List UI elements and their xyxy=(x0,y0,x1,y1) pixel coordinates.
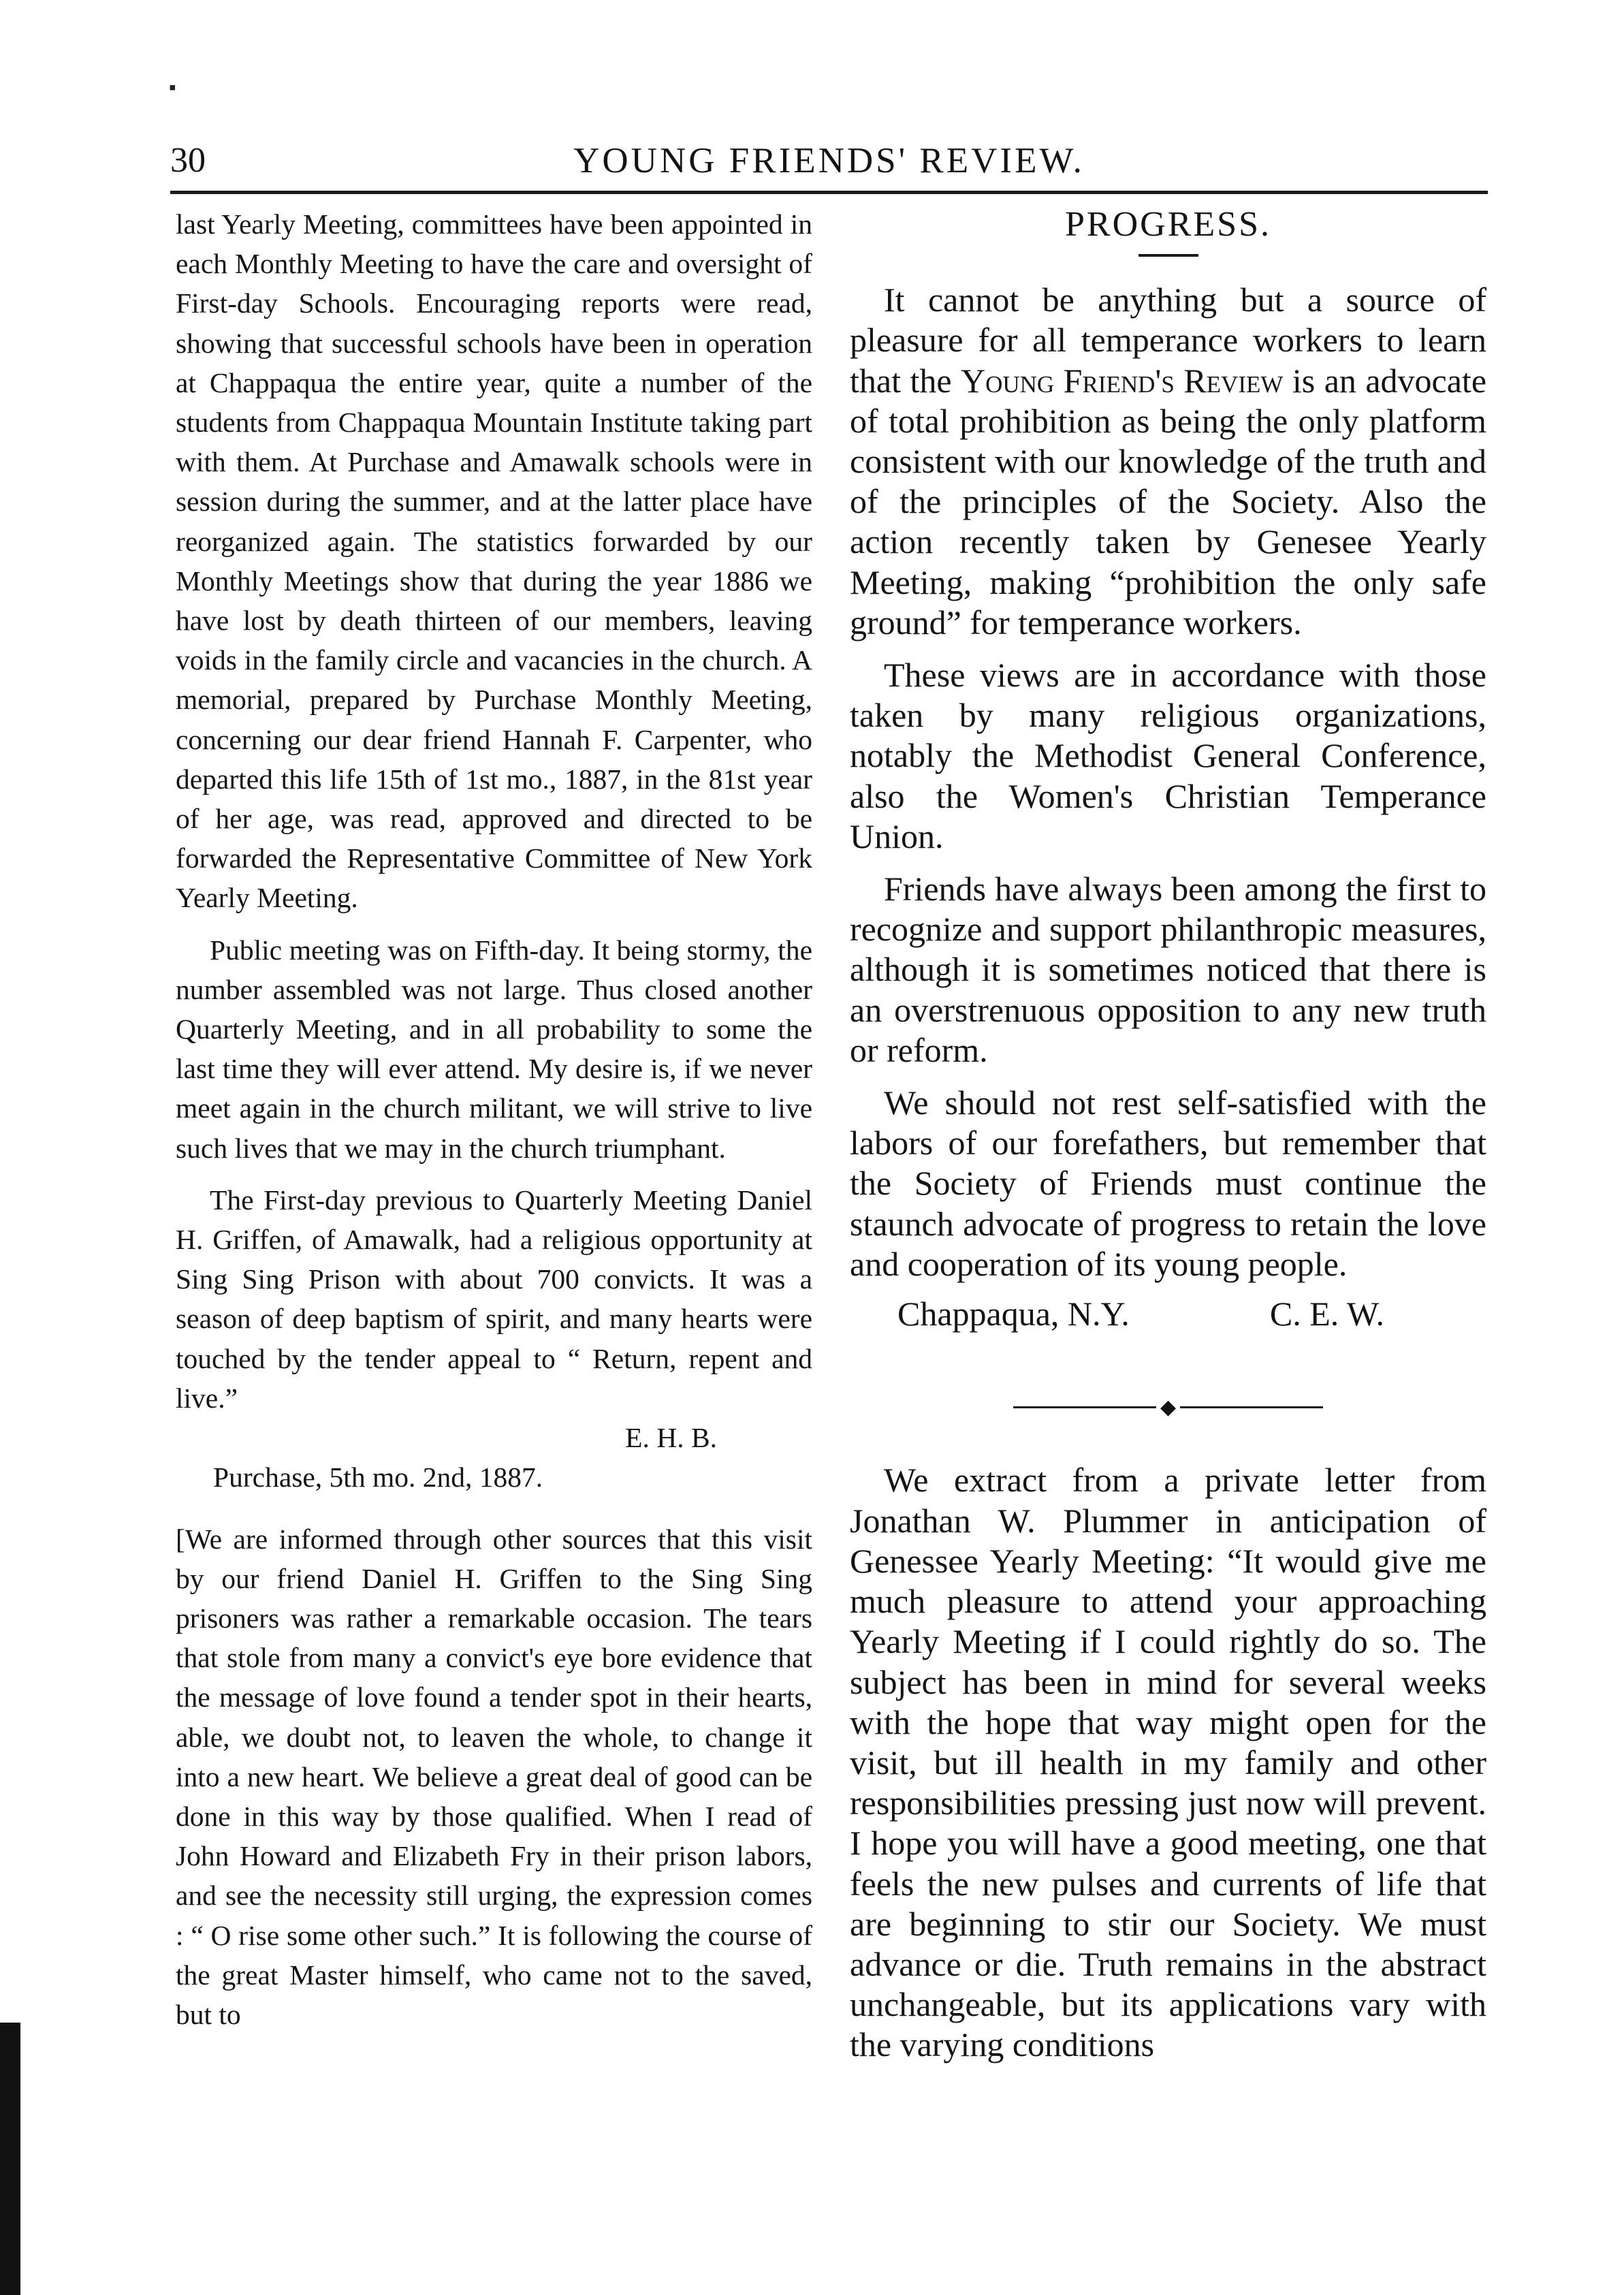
right-paragraph-1 xyxy=(850,280,1486,643)
signature-initials: C. E. W. xyxy=(1269,1295,1384,1333)
article-title: PROGRESS. xyxy=(1065,205,1271,244)
ornament-line-right xyxy=(1180,1406,1323,1408)
running-header xyxy=(170,136,1488,192)
page-number: 30 xyxy=(170,141,206,180)
publication-name: Young Friend's Review xyxy=(960,361,1284,400)
right-paragraph-2: These views are in accordance with those taken by many religious organizations, notably the Methodist General Conference, also the Women's Christian Temperance Union. xyxy=(850,656,1486,855)
editor-note: [We are informed through other sources that this visit by our friend Daniel H. Griffen to the Sing Sing prisoners was rather a remarkable occasion. The tears that stole from many a convict's eye bore evidence that the message of love found a tender spot in their hearts, able, we doubt not, to leaven the whole, to change it into a new heart. We believe a great deal of good can be done in this way by those qualified. When I read of John Howard and Elizabeth Fry in their prison labors, and see the necessity still urging, the expression comes : “ O rise some other such.” It is following the course of the great Master himself, who came not to the saved, but to xyxy=(176,1523,812,2030)
left-signature-initials: E. H. B. xyxy=(625,1422,717,1454)
signature-place: Chappaqua, N.Y. xyxy=(897,1295,1130,1333)
left-dateline: Purchase, 5th mo. 2nd, 1887. xyxy=(213,1461,543,1493)
section-ornament xyxy=(850,1387,1486,1427)
header-rule xyxy=(170,191,1488,194)
ornament-line-left xyxy=(1013,1406,1156,1408)
right-paragraph-4: We should not rest self-satisfied with the labors of our forefathers, but remember that the Society of Friends must continue the staunch advocate of progress to retain the love and cooperation of its young people. xyxy=(850,1083,1486,1283)
right-paragraph-1-start: It cannot be anything but a source of pleasure for all temperance workers to learn that the xyxy=(850,281,1486,400)
right-column xyxy=(850,204,1486,2066)
scan-edge-bar xyxy=(0,2023,20,2295)
ornament-mark: ◆ xyxy=(1160,1396,1177,1419)
right-paragraph-1-end: is an advocate of total prohibition as being the only platform consistent with our knowledge of the truth and of the principles of the Society. Also the action recently taken by Genesee Yearly Meeting, making “prohibition the only safe ground” for temperance workers. xyxy=(850,361,1487,642)
title-rule xyxy=(1139,254,1198,257)
left-paragraph-1: last Yearly Meeting, committees have been appointed in each Monthly Meeting to have the care and oversight of First-day Schools. Encouraging reports were read, showing that successful schools have been in operation at Chappaqua the entire year, quite a number of the students from Chappaqua Mountain Institute taking part with them. At Purchase and Amawalk schools were in session during the summer, and at the latter place have reorganized again. The statistics forwarded by our Monthly Meetings show that during the year 1886 we have lost by death thirteen of our members, leaving voids in the family circle and vacancies in the church. A memorial, prepared by Purchase Monthly Meeting, concerning our dear friend Hannah F. Carpenter, who departed this life 15th of 1st mo., 1887, in the 81st year of her age, was read, approved and directed to be forwarded the Representative Committee of New York Yearly Meeting. xyxy=(176,208,812,914)
left-paragraph-3: The First-day previous to Quarterly Meeting Daniel H. Griffen, of Amawalk, had a religious opportunity at Sing Sing Prison with about 700 convicts. It was a season of deep baptism of spirit, and many hearts were touched by the tender appeal to “ Return, repent and live.” xyxy=(176,1184,812,1414)
letter-extract: We extract from a private letter from Jonathan W. Plummer in anticipation of Genessee Yearly Meeting: “It would give me much pleasure to attend your approaching Yearly Meeting if I could rightly do so. The subject has been in mind for several weeks with the hope that way might open for the visit, but ill health in my family and other responsibilities pressing just now will prevent. I hope you will have a good meeting, one that feels the new pulses and currents of life that are beginning to stir our Society. We must advance or die. Truth remains in the abstract unchangeable, but its applications vary with the varying conditions xyxy=(850,1461,1486,2064)
scan-speck: ▪ xyxy=(169,76,176,99)
article-signature xyxy=(897,1294,1384,1334)
left-column xyxy=(176,204,812,2034)
running-title: YOUNG FRIENDS' REVIEW. xyxy=(573,141,1085,180)
right-paragraph-3: Friends have always been among the first to recognize and support philanthropic measures, although it is sometimes noticed that there is an overstrenuous opposition to any new truth or reform. xyxy=(850,870,1486,1069)
left-paragraph-2: Public meeting was on Fifth-day. It being stormy, the number assembled was not large. Thus closed another Quarterly Meeting, and in all probability to some the last time they will ever attend. My desire is, if we never meet again in the church militant, we will strive to live such lives that we may in the church triumphant. xyxy=(176,934,812,1164)
